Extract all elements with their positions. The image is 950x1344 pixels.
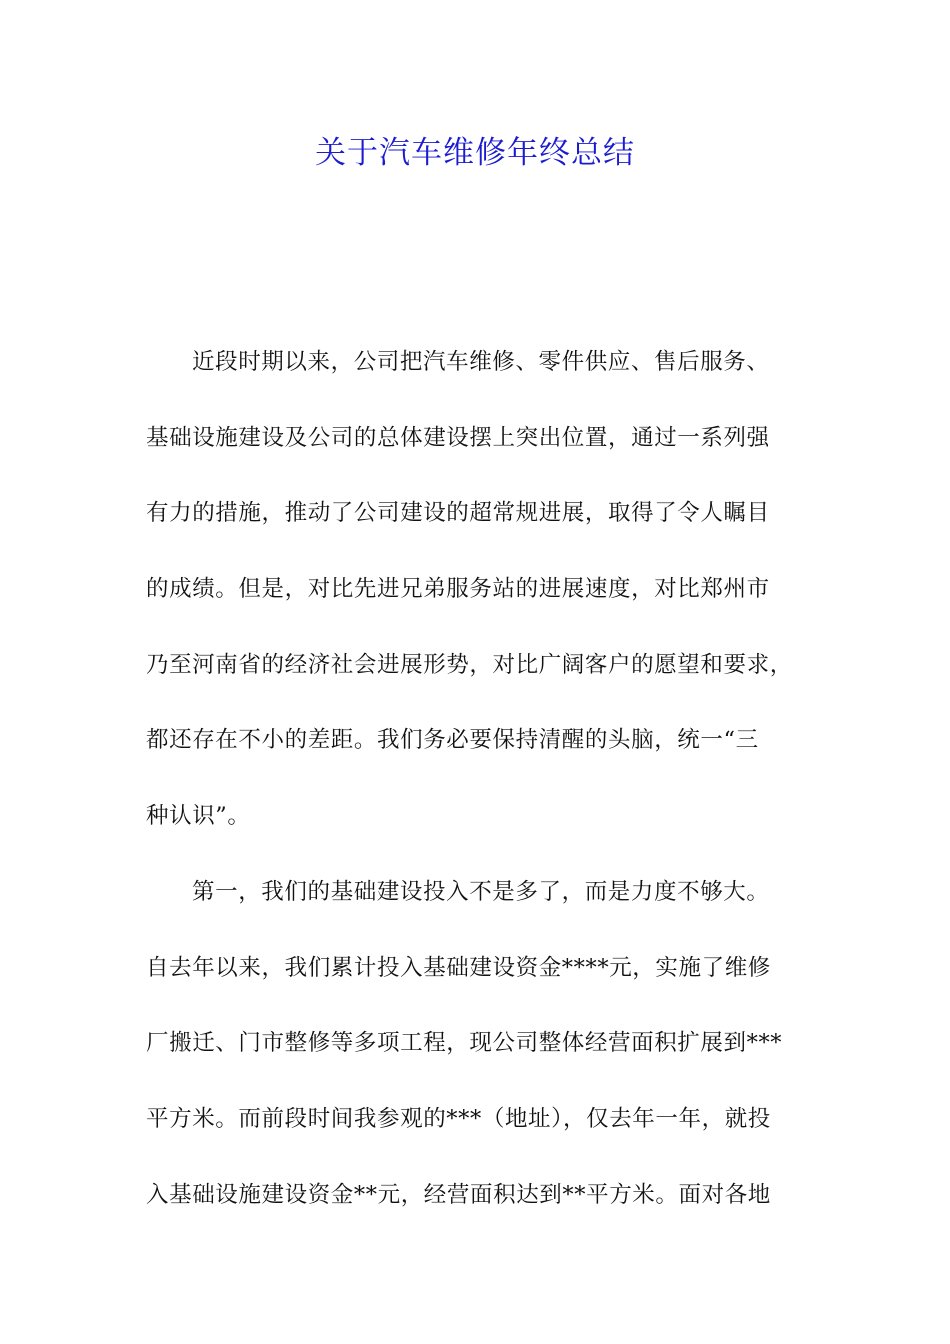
paragraph-line: 乃至河南省的经济社会进展形势，对比广阔客户的愿望和要求， (146, 651, 793, 678)
paragraph-line: 种认识”。 (146, 803, 251, 830)
paragraph-line: 有力的措施，推动了公司建设的超常规进展，取得了令人瞩目 (146, 500, 770, 527)
paragraph-line: 第一，我们的基础建设投入不是多了，而是力度不够大。 (192, 878, 770, 905)
paragraph-line: 基础设施建设及公司的总体建设摆上突出位置，通过一系列强 (146, 424, 770, 451)
document-body (146, 336, 810, 1244)
paragraph-line: 的成绩。但是，对比先进兄弟服务站的进展速度，对比郑州市 (146, 576, 770, 603)
paragraph-line: 厂搬迁、门市整修等多项工程，现公司整体经营面积扩展到*** (146, 1030, 783, 1057)
paragraph-line: 近段时期以来，公司把汽车维修、零件供应、售后服务、 (192, 349, 770, 375)
paragraph-line: 平方米。而前段时间我参观的***（地址），仅去年一年，就投 (146, 1105, 771, 1132)
paragraph-line: 都还存在不小的差距。我们务必要保持清醒的头脑，统一“三 (146, 727, 759, 754)
paragraph-line: 自去年以来，我们累计投入基础建设资金****元，实施了维修 (146, 954, 771, 981)
document-title: 关于汽车维修年终总结 (315, 135, 635, 171)
paragraph-line: 入基础设施建设资金**元，经营面积达到**平方米。面对各地 (146, 1181, 771, 1208)
